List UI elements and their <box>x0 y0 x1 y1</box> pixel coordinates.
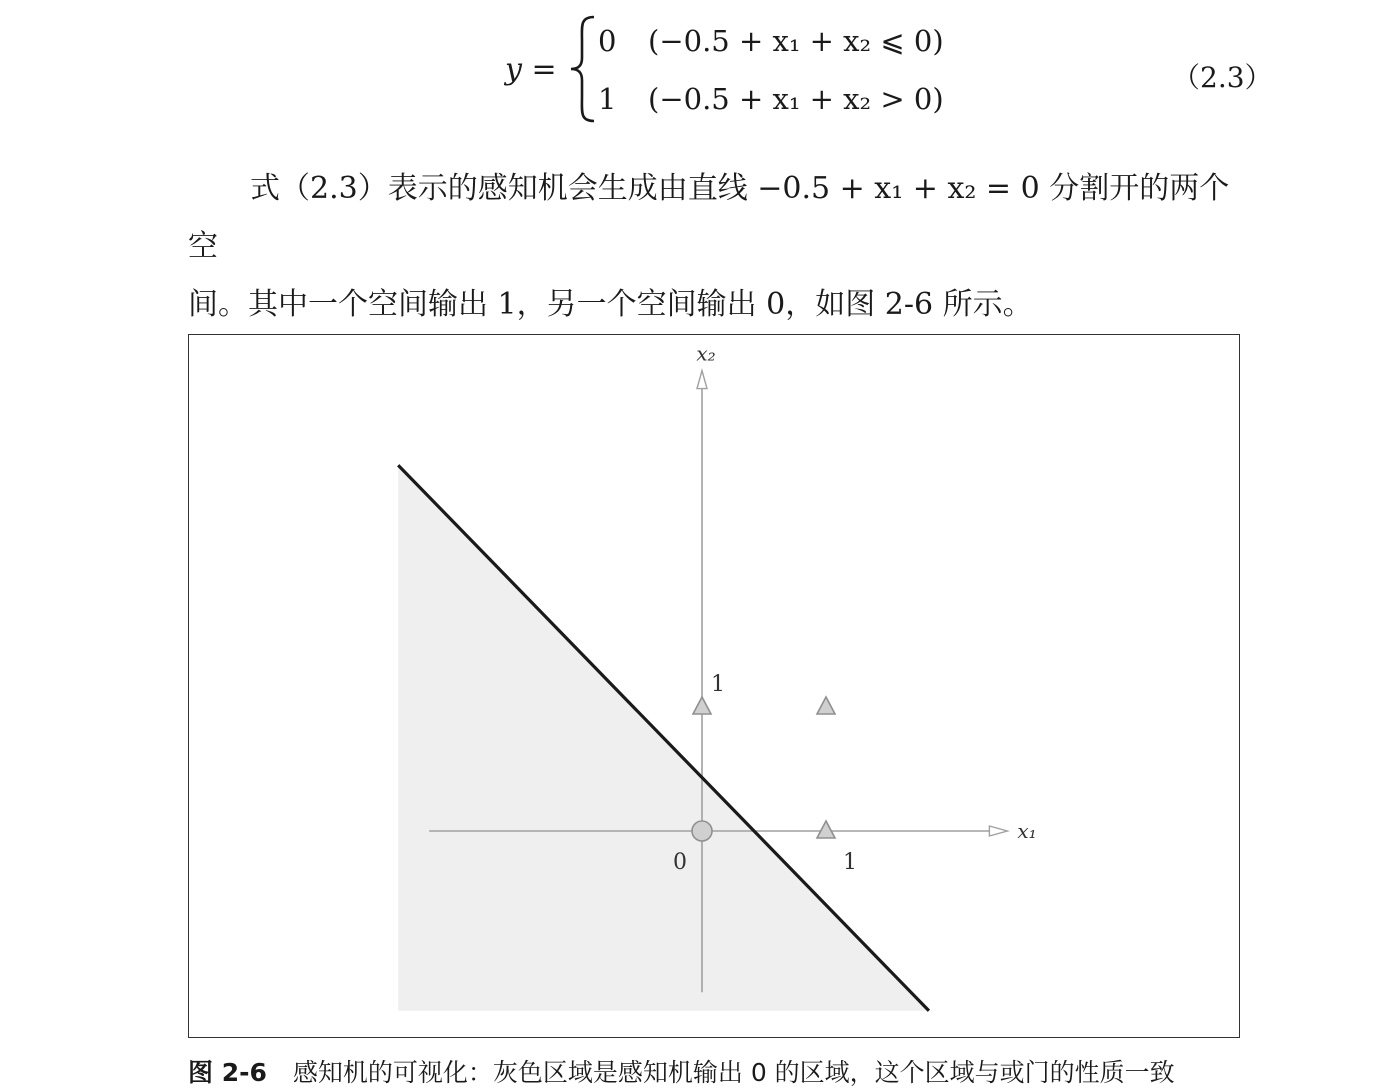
case-1-value: 0 <box>598 24 617 58</box>
case-1-condition: (−0.5 + x₁ + x₂ ⩽ 0) <box>648 24 944 58</box>
figure-2-6 <box>188 334 1240 1038</box>
data-point-triangle-2 <box>693 697 711 714</box>
x-tick-label: 1 <box>843 850 857 875</box>
y-axis-arrow-icon <box>697 371 707 389</box>
equation-case-2 <box>598 82 944 116</box>
x-axis-label: x₁ <box>1017 819 1037 843</box>
equation-number: （2.3） <box>1172 61 1273 94</box>
figure-caption <box>188 1053 1175 1089</box>
equation-case-1 <box>598 24 944 58</box>
x-axis-arrow-icon <box>989 826 1007 836</box>
origin-tick-label: 0 <box>673 850 687 875</box>
y-tick-label: 1 <box>711 672 725 697</box>
case-2-value: 1 <box>598 82 617 116</box>
body-paragraph <box>188 160 1248 334</box>
paragraph-line-1 <box>188 160 1248 276</box>
data-point-triangle-3 <box>817 697 835 714</box>
equation-block <box>0 0 1387 150</box>
data-point-triangle-1 <box>817 821 835 838</box>
perceptron-chart <box>189 335 1239 1037</box>
paragraph-line-1-text: 式（2.3）表示的感知机会生成由直线 −0.5 + x₁ + x₂ = 0 分割开的两个空 <box>188 171 1230 264</box>
left-brace-icon <box>568 14 598 124</box>
caption-number: 图 2-6 <box>188 1058 267 1087</box>
equation-lhs: y = <box>505 52 557 87</box>
caption-text: 感知机的可视化：灰色区域是感知机输出 0 的区域，这个区域与或门的性质一致 <box>292 1058 1175 1087</box>
data-point-circle-0 <box>692 821 712 841</box>
case-2-condition: (−0.5 + x₁ + x₂ > 0) <box>648 82 944 116</box>
paragraph-line-2: 间。其中一个空间输出 1，另一个空间输出 0，如图 2-6 所示。 <box>188 287 1033 322</box>
y-axis-label: x₂ <box>696 341 716 366</box>
